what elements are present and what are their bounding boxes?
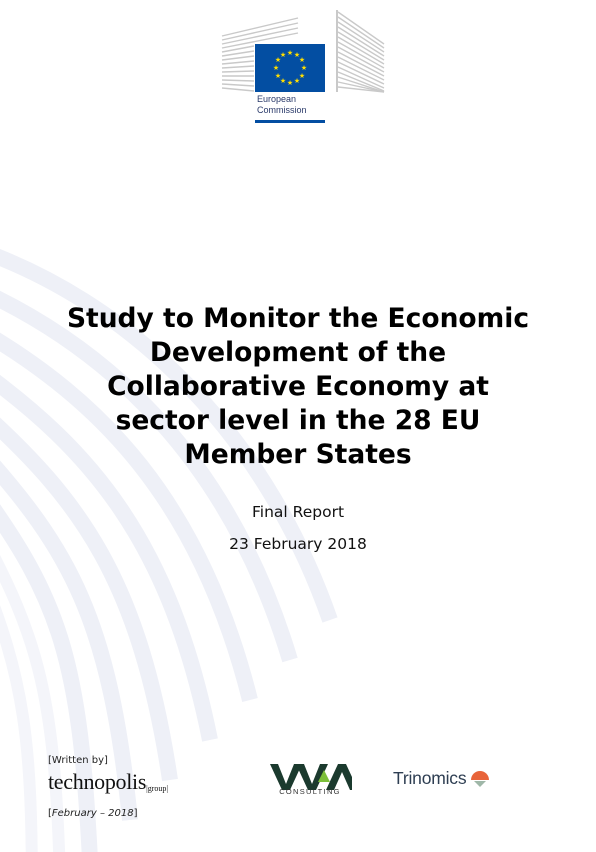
title-line: Study to Monitor the Economic: [66, 303, 530, 334]
technopolis-group-text: |group|: [146, 784, 169, 793]
trinomics-logo-text: Trinomics: [393, 768, 467, 788]
date-note-close: ]: [133, 808, 138, 819]
ec-logo-text: [257, 94, 337, 116]
eu-flag: [255, 44, 325, 92]
svg-text:★: ★: [279, 51, 287, 59]
date-note-text: February – 2018: [51, 808, 134, 819]
svg-text:★: ★: [298, 72, 306, 80]
ec-logo-line2: Commission: [257, 105, 307, 115]
date-note-open: [: [48, 808, 52, 819]
european-commission-logo: [218, 6, 388, 126]
report-type: Final Report: [251, 503, 345, 521]
ec-logo-underline: [255, 120, 325, 123]
title-line: Development of the: [149, 337, 447, 368]
svg-text:★: ★: [300, 64, 308, 72]
footer-date-note: [48, 808, 137, 819]
technopolis-logo: [48, 769, 168, 795]
title-line: Member States: [184, 439, 412, 470]
svg-text:★: ★: [293, 77, 301, 85]
technopolis-logo-text: technopolis: [48, 769, 147, 794]
svg-text:★: ★: [274, 56, 282, 64]
svg-text:★: ★: [298, 56, 306, 64]
eu-stars-icon: [255, 44, 325, 92]
report-date: 23 February 2018: [229, 535, 367, 553]
title-line: Collaborative Economy at: [107, 371, 489, 402]
written-by-label: [Written by]: [48, 755, 108, 766]
svg-text:★: ★: [272, 64, 280, 72]
vva-subtext: CONSULTING: [279, 787, 341, 796]
svg-text:★: ★: [286, 79, 294, 87]
trinomics-leaf-icon: [470, 769, 490, 789]
document-title: [30, 302, 566, 472]
ec-logo-line1: European: [257, 94, 297, 104]
svg-text:★: ★: [286, 49, 294, 57]
svg-text:★: ★: [279, 77, 287, 85]
title-line: sector level in the 28 EU: [115, 405, 481, 436]
svg-text:★: ★: [293, 51, 301, 59]
svg-text:★: ★: [274, 72, 282, 80]
